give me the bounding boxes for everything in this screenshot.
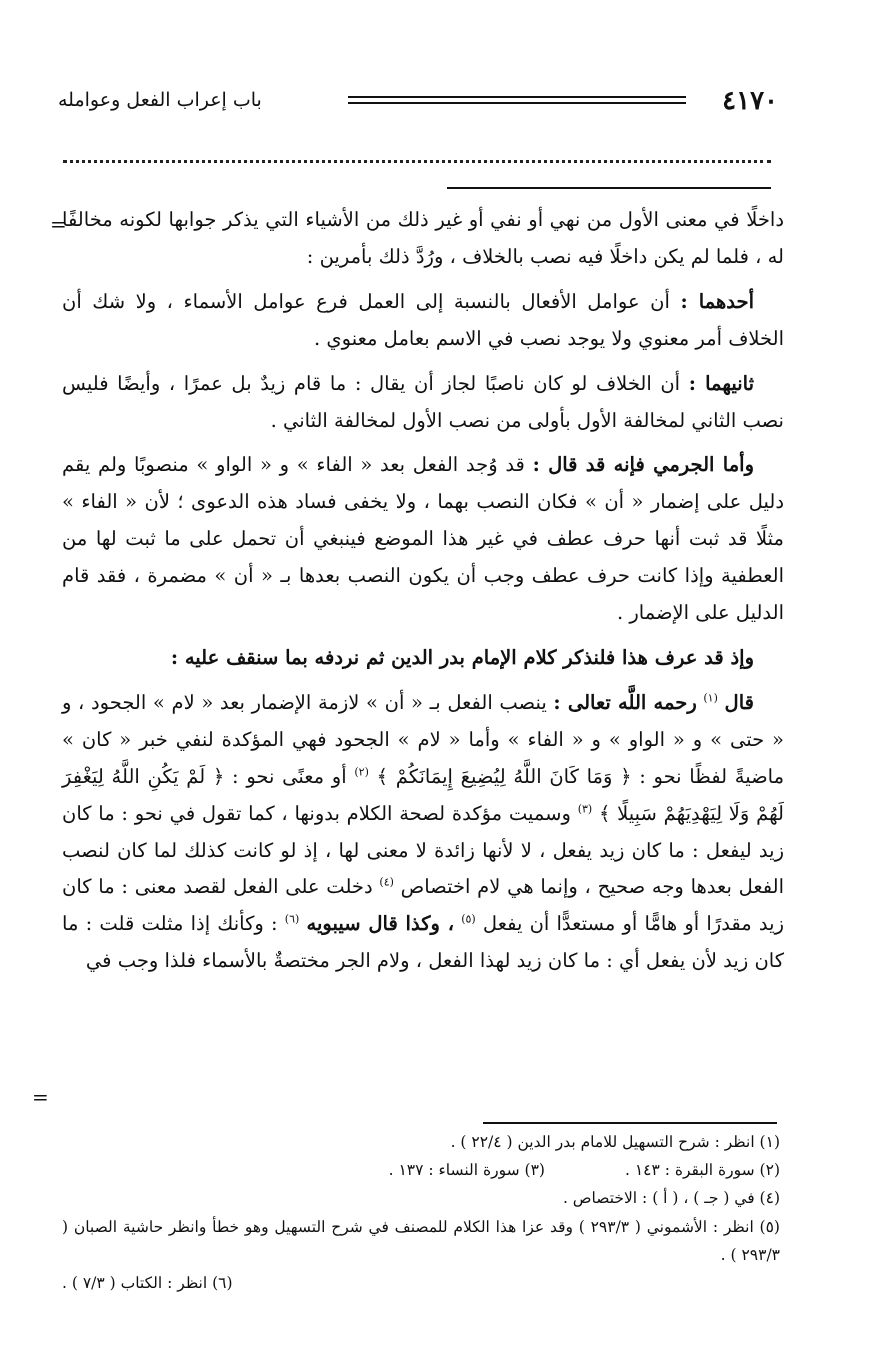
section-rule [447,187,771,189]
footnote-3: (٣) سورة النساء : ١٣٧ . [388,1161,545,1180]
footnote-6-row [62,1269,780,1297]
paragraph-1: داخلًا في معنى الأول من نهي أو نفي أو غير ذلك من الأشياء التي يذكر جوابها لكونه مخالفًا له ، فلما لم يكن داخلًا فيه نصب بالخلاف ، ورُدَّ ذلك بأمرين : [62,208,784,268]
footnote-ref-5: (٥) [461,912,476,926]
paragraph-5: وإذ قد عرف هذا فلنذكر كلام الإمام بدر الدين ثم نردفه بما سنقف عليه : [170,645,754,669]
footnote-2: (٢) سورة البقرة : ١٤٣ . [624,1161,780,1180]
footnote-rule [483,1122,777,1124]
footnote-4: (٤) في ( جـ ) ، ( أ ) : الاختصاص . [562,1189,780,1208]
footnote-1: (١) انظر : شرح التسهيل للامام بدر الدين ( ٢٢/٤ ) . [450,1133,780,1151]
footnote-ref-3: (٣) [577,802,593,816]
quran-verse-2: ﴿ لَمْ يَكُنِ اللَّهُ لِيَغْفِرَ لَهُمْ وَلَا لِيَهْدِيَهُمْ سَبِيلًا ﴾ [62,764,784,825]
quran-verse-1: ﴿ وَمَا كَانَ اللَّهُ لِيُضِيعَ إِيمَانَكُمْ ﴾ [376,764,632,788]
footnote-ref-1: (١) [703,691,718,705]
paragraph-2-text: أن عوامل الأفعال بالنسبة إلى العمل فرع عوامل الأسماء ، ولا شك أن الخلاف أمر معنوي ولا يوجد نصب في الاسم بعامل معنوي . [62,289,784,350]
main-text [62,202,784,988]
paragraph-4-text: قد وُجد الفعل بعد « الفاء » و « الواو » منصوبًا ولم يقم دليل على إضمار « أن » فكان النصب بهما ، ولا يخفى فساد هذه الدعوى ؛ لأن « الفاء » مثلًا قد ثبت أنها حرف عطف في غير هذا الموضع فينبغي أن تحمل على ما ثبت لها من العطفية وإذا كانت حرف عطف وجب أن يكون النصب بعدها بـ « أن » مضمرة ، فقد قام الدليل على الإضمار . [62,453,784,625]
paragraph-4 [62,447,784,632]
paragraph-3-text: أن الخلاف لو كان ناصبًا لجاز أن يقال : ما قام زيدٌ بل عمرًا ، وأيضًا فليس نصب الثاني لمخالفة الأول بأولى من نصب الأول لمخالفة الثاني . [62,371,784,432]
paragraph-3 [62,366,784,440]
paragraph-2 [62,284,784,358]
paragraph-6-text-a: ينصب الفعل بـ « أن » لازمة الإضمار بعد « لام » الجحود ، و « حتى » و « الواو » و « الفاء » وأما « لام » الجحود فهي المؤكدة لنفي خبر « كان » ماضيةً لفظًا نحو : [62,690,785,788]
footnote-5: (٥) انظر : الأشموني ( ٢٩٣/٣ ) وقد عزا هذا الكلام للمصنف في شرح التسهيل وهو خطأ وانظر حاشية الصبان ( ٢٩٣/٣ ) . [62,1217,780,1264]
paragraph-6 [62,685,784,980]
footnote-ref-6: (٦) [284,912,300,926]
paragraph-6-text-d: دخلت على الفعل لقصد معنى : ما كان زيد مقدرًا أو هامًّا أو مستعدًّا أن يفعل [62,875,785,936]
footnote-ref-4: (٤) [379,875,394,889]
paragraph-6-text-c: وسميت مؤكدة لصحة الكلام بدونها ، كما تقول في نحو : ما كان زيد ليفعل : ما كان زيد يفعل ، لا لأنها زائدة لا معنى لها ، إذ لو كانت كذلك لما كان لنصب الفعل بعدها وجه صحيح ، وإنما هي لام اختصاص [62,801,785,899]
paragraph-6-lead-2: رحمه اللَّه تعالى : [553,690,697,714]
footnotes [62,1128,780,1297]
paragraph-2-lead: أحدهما : [680,289,754,313]
paragraph-4-lead: وأما الجرمي فإنه قد قال : [532,453,754,477]
paragraph-6-text-f: : وكأنك إذا مثلت قلت : ما كان زيد لأن يفعل أي : ما كان زيد لهذا الفعل ، ولام الجر مختصةٌ بالأسماء فلذا وجب في [62,912,784,973]
continuation-mark-top: = [50,212,67,236]
footnote-ref-2: (٢) [354,765,369,779]
running-title: باب إعراب الفعل وعوامله [58,89,262,111]
footnote-6: (٦) انظر : الكتاب ( ٧/٣ ) . [62,1274,233,1293]
continuation-mark-bottom: = [32,1085,49,1109]
paragraph-6-text-b: أو معنًى نحو : [232,764,347,788]
dotted-separator [63,160,771,163]
paragraph-6-lead-1: قال [724,690,754,714]
page-number: ٤١٧٠ [722,86,778,116]
page-header [58,86,778,120]
paragraph-6-text-e: ، وكذا قال سيبويه [306,912,454,936]
footnote-row-2-3 [62,1156,780,1184]
header-rule [348,96,686,104]
paragraph-3-lead: ثانيهما : [688,371,754,395]
